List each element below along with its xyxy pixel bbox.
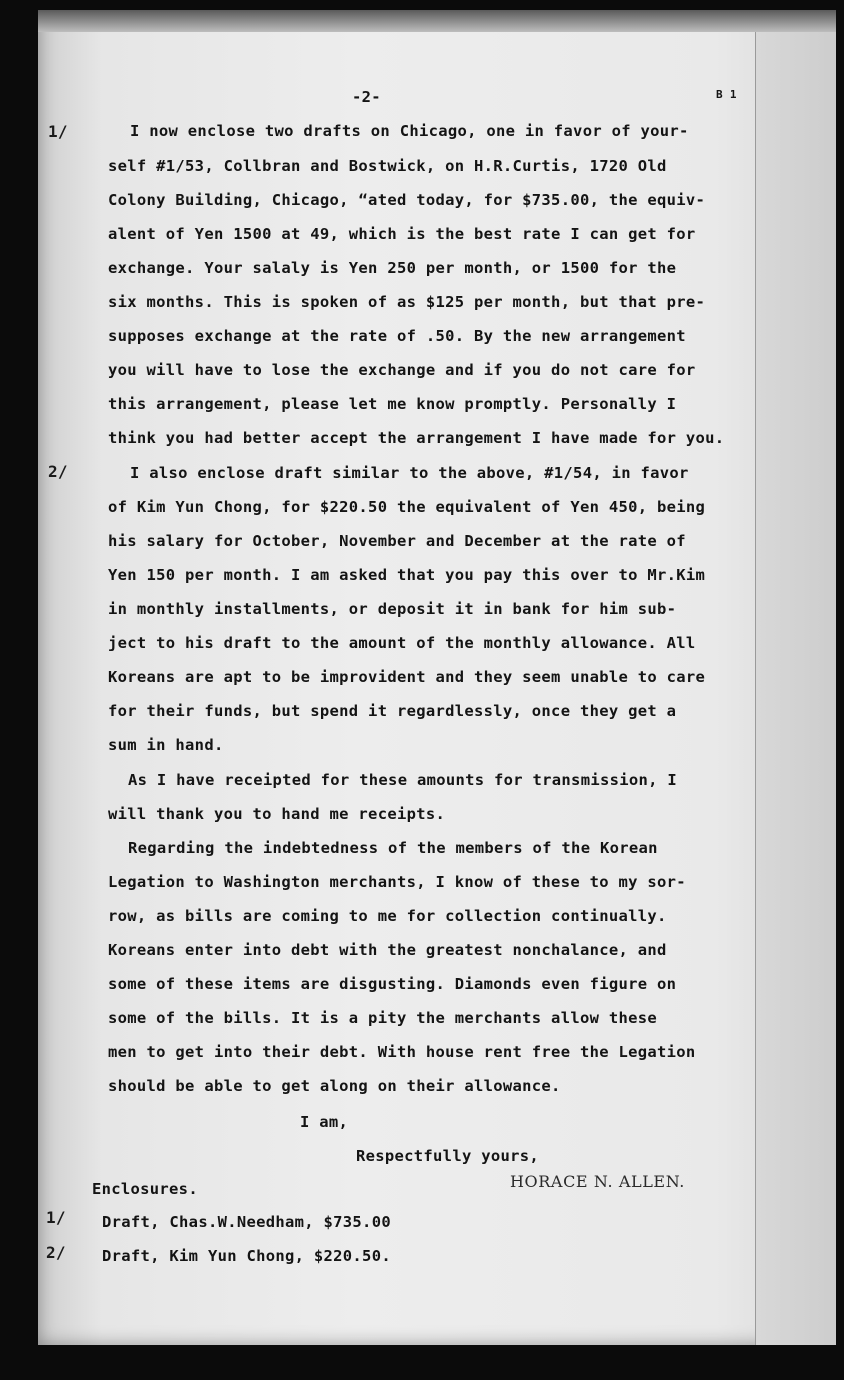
body-line: row, as bills are coming to me for collection continually. <box>108 907 667 925</box>
body-line: some of the bills. It is a pity the merchants allow these <box>108 1009 658 1027</box>
body-line: will thank you to hand me receipts. <box>108 805 446 823</box>
enclosure-item: Draft, Kim Yun Chong, $220.50. <box>102 1247 391 1265</box>
signature-stamp: HORACE N. ALLEN. <box>510 1172 685 1191</box>
body-line: self #1/53, Collbran and Bostwick, on H.R.Curtis, 1720 Old <box>108 157 667 175</box>
body-line: Koreans are apt to be improvident and they seem unable to care <box>108 668 706 686</box>
enclosure-item: Draft, Chas.W.Needham, $735.00 <box>102 1213 391 1231</box>
body-line: supposes exchange at the rate of .50. By the new arrangement <box>108 327 686 345</box>
body-line: I also enclose draft similar to the above, #1/54, in favor <box>130 464 689 482</box>
body-line: Regarding the indebtedness of the members of the Korean <box>128 839 658 857</box>
body-line: should be able to get along on their allowance. <box>108 1077 561 1095</box>
body-line: I now enclose two drafts on Chicago, one in favor of your- <box>130 122 689 140</box>
margin-mark: 2/ <box>48 462 68 481</box>
body-line: As I have receipted for these amounts for transmission, I <box>128 771 678 789</box>
body-line: this arrangement, please let me know promptly. Personally I <box>108 395 677 413</box>
body-line: Colony Building, Chicago, “ated today, for $735.00, the equiv- <box>108 191 706 209</box>
corner-mark: B 1 <box>716 88 737 101</box>
body-line: his salary for October, November and December at the rate of <box>108 532 686 550</box>
body-line: alent of Yen 1500 at 49, which is the best rate I can get for <box>108 225 696 243</box>
margin-mark: 1/ <box>48 122 68 141</box>
body-line: ject to his draft to the amount of the monthly allowance. All <box>108 634 696 652</box>
closing-line: Respectfully yours, <box>356 1147 540 1165</box>
closing-line: I am, <box>300 1113 349 1131</box>
body-line: think you had better accept the arrangement I have made for you. <box>108 429 725 447</box>
body-line: you will have to lose the exchange and if you do not care for <box>108 361 696 379</box>
body-line: six months. This is spoken of as $125 per month, but that pre- <box>108 293 706 311</box>
body-line: of Kim Yun Chong, for $220.50 the equivalent of Yen 450, being <box>108 498 706 516</box>
body-line: exchange. Your salaly is Yen 250 per month, or 1500 for the <box>108 259 677 277</box>
body-line: Legation to Washington merchants, I know of these to my sor- <box>108 873 686 891</box>
margin-mark: 2/ <box>46 1243 66 1262</box>
body-line: men to get into their debt. With house rent free the Legation <box>108 1043 696 1061</box>
body-line: Koreans enter into debt with the greatest nonchalance, and <box>108 941 667 959</box>
page-number: -2- <box>352 88 381 106</box>
body-line: Yen 150 per month. I am asked that you pay this over to Mr.Kim <box>108 566 706 584</box>
body-line: for their funds, but spend it regardlessly, once they get a <box>108 702 677 720</box>
body-line: in monthly installments, or deposit it in bank for him sub- <box>108 600 677 618</box>
margin-mark: 1/ <box>46 1208 66 1227</box>
body-line: sum in hand. <box>108 736 224 754</box>
enclosures-heading: Enclosures. <box>92 1180 198 1198</box>
body-line: some of these items are disgusting. Diamonds even figure on <box>108 975 677 993</box>
